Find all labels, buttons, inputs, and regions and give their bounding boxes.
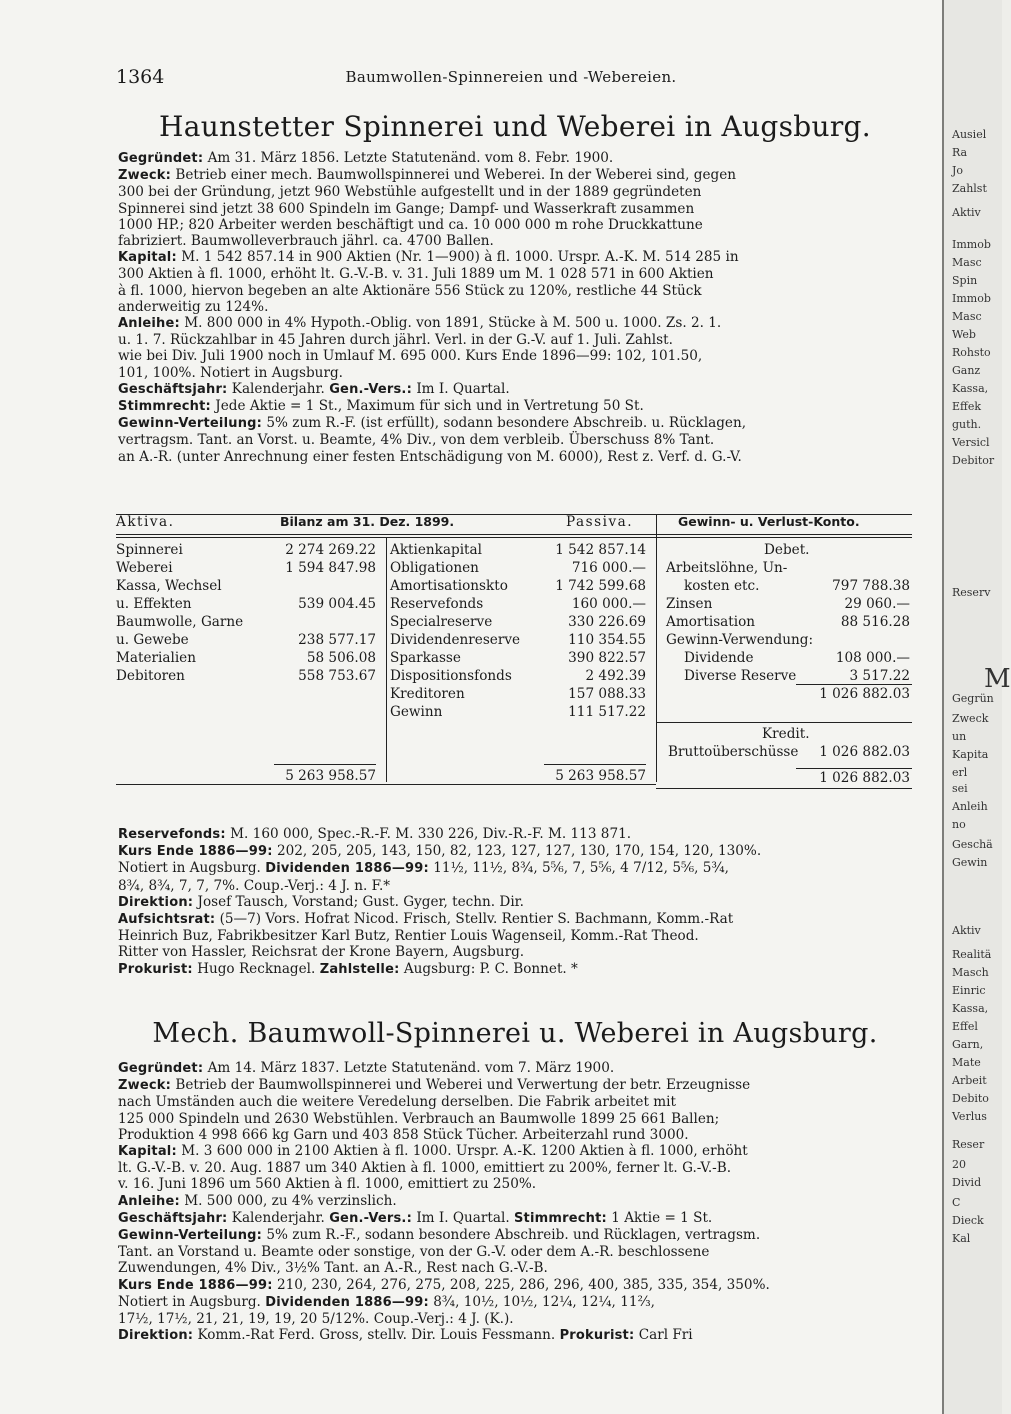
text-line: [118, 398, 908, 415]
row-value: 539 004.45: [298, 596, 376, 612]
text-line: [118, 843, 908, 860]
field-text: Komm.-Rat Ferd. Gross, stellv. Dir. Louis Fessmann.: [197, 1327, 556, 1344]
text-line: [118, 1311, 908, 1327]
margin-fragment: 20: [952, 1158, 966, 1171]
row-label: Kreditoren: [390, 686, 465, 702]
margin-fragment: Geschä: [952, 838, 993, 851]
debet-total-rule: [796, 684, 912, 685]
row-value: 1 542 857.14: [555, 542, 646, 558]
margin-fragment: Zweck: [952, 712, 989, 725]
text-line: [118, 860, 908, 877]
margin-fragment: Reserv: [952, 586, 991, 599]
field-label: Zweck:: [118, 1078, 172, 1094]
field-text: Notiert in Augsburg.: [118, 1293, 261, 1310]
field-text: M. 3 600 000 in 2100 Aktien à fl. 1000. Urspr. A.-K. 1200 Aktien à fl. 1000, erhöht: [181, 1143, 748, 1160]
row-label: Diverse Reserve: [684, 668, 797, 684]
row-label: Zinsen: [666, 596, 713, 612]
row-label: Bruttoüberschüsse: [668, 744, 799, 760]
row-label: Weberei: [116, 560, 173, 576]
field-text: v. 16. Juni 1896 um 560 Aktien à fl. 1000, emittiert zu 250%.: [118, 1176, 537, 1193]
text-line: [118, 911, 908, 928]
margin-fragment: Ganz: [952, 364, 981, 377]
margin-fragment: Kassa,: [952, 382, 989, 395]
text-line: [118, 944, 908, 960]
margin-fragment: Einric: [952, 984, 986, 997]
field-label: Gegründet:: [118, 1061, 204, 1076]
text-line: [118, 878, 908, 894]
text-line: [118, 299, 908, 315]
text-line: [118, 217, 908, 233]
text-line: [118, 1227, 908, 1244]
row-value: 108 000.—: [835, 650, 910, 666]
field-label: Gegründet:: [118, 151, 204, 166]
field-text: Spinnerei sind jetzt 38 600 Spindeln im Gange; Dampf- und Wasserkraft zusammen: [118, 200, 695, 217]
row-value: 110 354.55: [568, 632, 646, 648]
field-text: M. 160 000, Spec.-R.-F. M. 330 226, Div.-R.-F. M. 113 871.: [230, 826, 632, 842]
field-text: Betrieb der Baumwollspinnerei und Weberei und Verwertung der betr. Erzeugnisse: [175, 1077, 751, 1094]
row-value: 88 516.28: [840, 614, 910, 630]
field-label: Aufsichtsrat:: [118, 912, 216, 928]
field-label: Kurs Ende 1886—99:: [118, 1277, 273, 1293]
margin-fragment: Debitor: [952, 454, 995, 467]
row-value: 157 088.33: [568, 686, 646, 702]
row-label: Gewinn: [390, 704, 443, 720]
row-value: 238 577.17: [298, 632, 376, 648]
field-label: Direktion:: [118, 894, 194, 910]
guv-header: Gewinn- u. Verlust-Konto.: [678, 514, 860, 529]
field-text: nach Umständen auch die weitere Veredelung derselben. Die Fabrik arbeitet mit: [118, 1094, 676, 1111]
field-text: Augsburg: P. C. Bonnet. *: [403, 960, 578, 977]
text-line: [118, 1277, 908, 1294]
company-2-details: [118, 1060, 908, 1344]
row-label: Amortisation: [666, 614, 756, 630]
kredit-header: Kredit.: [762, 726, 810, 742]
row-value: 160 000.—: [571, 596, 646, 612]
field-text: M. 1 542 857.14 in 900 Aktien (Nr. 1—900) à fl. 1000. Urspr. A.-K. M. 514 285 in: [181, 249, 739, 266]
margin-fragment: Reser: [952, 1138, 985, 1151]
text-line: [118, 381, 908, 398]
text-line: [118, 1127, 908, 1143]
debet-total: 1 026 882.03: [819, 686, 910, 702]
field-text: Zuwendungen, 4% Div., 3½% Tant. an A.-R., Rest nach G.-V.-B.: [118, 1260, 548, 1277]
row-label: Materialien: [116, 650, 196, 666]
row-label: Kassa, Wechsel: [116, 578, 222, 594]
field-text: 11½, 11½, 8¾, 5⅚, 7, 5⅚, 4 7/12, 5⅚, 5¾,: [433, 860, 729, 877]
margin-fragment: Verlus: [952, 1110, 987, 1123]
field-text: 300 bei der Gründung, jetzt 960 Webstühle aufgestellt und in der 1889 gegründeten: [118, 184, 702, 201]
margin-fragment: un: [952, 730, 967, 743]
text-line: [118, 1327, 908, 1344]
row-value: 390 822.57: [568, 650, 646, 666]
field-text: wie bei Div. Juli 1900 noch in Umlauf M. 695 000. Kurs Ende 1896—99: 102, 101.50,: [118, 348, 703, 365]
text-line: [118, 1094, 908, 1110]
field-text: Ritter von Hassler, Reichsrat der Krone Bayern, Augsburg.: [118, 944, 525, 961]
field-text: Im I. Quartal.: [416, 1209, 510, 1226]
margin-fragment: Masc: [952, 256, 982, 269]
field-text: Kalenderjahr.: [231, 1209, 325, 1226]
field-text: Am 14. März 1837. Letzte Statutenänd. vom 7. März 1900.: [207, 1060, 615, 1076]
margin-fragment: Rohsto: [952, 346, 991, 359]
margin-fragment: Masc: [952, 310, 982, 323]
margin-fragment: Effek: [952, 400, 982, 413]
field-text: à fl. 1000, hiervon begeben an alte Aktionäre 556 Stück zu 120%, restliche 44 Stück: [118, 282, 702, 299]
row-label: Dividende: [684, 650, 754, 666]
margin-fragment: Aktiv: [952, 924, 981, 937]
field-text: Hugo Recknagel.: [197, 960, 316, 977]
field-label: Stimmrecht:: [513, 1210, 607, 1226]
row-label: Dividendenreserve: [390, 632, 521, 648]
row-label: Spinnerei: [116, 542, 183, 558]
text-line: [118, 1294, 908, 1311]
row-value: 1 594 847.98: [285, 560, 376, 576]
field-text: 17½, 17½, 21, 21, 19, 19, 20 5/12%. Coup.-Verj.: 4 J. (K.).: [118, 1311, 514, 1328]
text-line: [118, 928, 908, 944]
field-text: vertragsm. Tant. an Vorst. u. Beamte, 4% Div., von dem verbleib. Überschuss 8% Tant.: [118, 432, 715, 449]
field-text: Betrieb einer mech. Baumwollspinnerei und Weberei. In der Weberei sind, gegen: [175, 167, 737, 184]
running-header: [116, 66, 906, 90]
field-text: (5—7) Vors. Hofrat Nicod. Frisch, Stellv. Rentier S. Bachmann, Komm.-Rat: [219, 911, 734, 928]
text-line: [118, 1210, 908, 1227]
page-number: 1364: [116, 66, 165, 88]
field-text: 5% zum R.-F. (ist erfüllt), sodann besondere Abschreib. u. Rücklagen,: [266, 415, 747, 432]
field-text: 1000 HP.; 820 Arbeiter werden beschäftigt und ca. 10 000 000 m rohe Druckkattune: [118, 216, 703, 233]
field-text: u. 1. 7. Rückzahlbar in 45 Jahren durch jährl. Verl. in der G.-V. auf 1. Juli. Zahlst.: [118, 332, 673, 349]
text-line: [118, 150, 908, 167]
field-label: Geschäftsjahr:: [118, 1210, 228, 1226]
margin-fragment: Arbeit: [952, 1074, 987, 1087]
field-label: Dividenden 1886—99:: [265, 861, 429, 877]
row-value: 330 226.69: [568, 614, 646, 630]
row-label: Dispositionsfonds: [390, 668, 512, 684]
field-text: Kalenderjahr.: [231, 380, 325, 397]
row-value: 2 274 269.22: [285, 542, 376, 558]
margin-fragment: Web: [952, 328, 976, 341]
field-text: Im I. Quartal.: [416, 380, 510, 397]
row-label: Specialreserve: [390, 614, 493, 630]
field-label: Dividenden 1886—99:: [265, 1294, 429, 1310]
field-text: an A.-R. (unter Anrechnung einer festen Entschädigung von M. 6000), Rest z. Verf. d. G.-V.: [118, 448, 742, 465]
margin-fragment: Anleih: [952, 800, 988, 813]
row-label: Gewinn-Verwendung:: [666, 632, 814, 648]
field-text: 8¾, 8¾, 7, 7, 7%. Coup.-Verj.: 4 J. n. F.*: [118, 877, 391, 894]
row-label: kosten etc.: [684, 578, 760, 594]
field-label: Prokurist:: [559, 1328, 635, 1344]
row-label: Baumwolle, Garne: [116, 614, 244, 630]
row-label: u. Gewebe: [116, 632, 189, 648]
row-value: 2 492.39: [585, 668, 646, 684]
text-line: [118, 283, 908, 299]
company-1-footer: [118, 826, 908, 978]
text-line: [118, 266, 908, 282]
bilanz-header: Bilanz am 31. Dez. 1899.: [280, 514, 455, 529]
text-line: [118, 826, 908, 843]
margin-fragment: Debito: [952, 1092, 989, 1105]
field-text: 5% zum R.-F., sodann besondere Abschreib. und Rücklagen, vertragsm.: [266, 1227, 761, 1244]
field-label: Zahlstelle:: [319, 961, 400, 977]
row-value: 111 517.22: [568, 704, 646, 720]
field-text: Tant. an Vorstand u. Beamte oder sonstige, von der G.-V. oder dem A.-R. beschlossene: [118, 1244, 710, 1261]
text-line: [118, 415, 908, 432]
field-label: Kapital:: [118, 1144, 177, 1160]
text-line: [118, 1060, 908, 1077]
text-line: [118, 1176, 908, 1192]
field-label: Stimmrecht:: [118, 399, 211, 415]
margin-fragment: Zahlst: [952, 182, 987, 195]
field-label: Reservefonds:: [118, 827, 226, 842]
row-label: Debitoren: [116, 668, 185, 684]
field-label: Kapital:: [118, 250, 177, 266]
margin-fragment: Versicl: [952, 436, 990, 449]
field-text: 101, 100%. Notiert in Augsburg.: [118, 364, 343, 381]
margin-fragment: Divid: [952, 1176, 982, 1189]
field-text: 1 Aktie = 1 St.: [611, 1209, 713, 1226]
margin-fragment: no: [952, 818, 966, 831]
row-value: 716 000.—: [571, 560, 646, 576]
passiva-total: 5 263 958.57: [555, 768, 646, 784]
text-line: [118, 894, 908, 911]
field-text: 202, 205, 205, 143, 150, 82, 123, 127, 127, 130, 170, 154, 120, 130%.: [276, 843, 762, 860]
field-label: Gen.-Vers.:: [329, 381, 412, 397]
margin-fragment: Gewin: [952, 856, 988, 869]
text-line: [118, 961, 908, 978]
field-text: 8¾, 10½, 10½, 12¼, 12¼, 11⅔,: [433, 1293, 655, 1310]
text-line: [118, 233, 908, 249]
margin-fragment: Jo: [952, 164, 964, 177]
text-line: [118, 167, 908, 184]
row-label: Arbeitslöhne, Un-: [666, 560, 788, 576]
margin-fragment: Aktiv: [952, 206, 981, 219]
field-label: Gewinn-Verteilung:: [118, 1228, 263, 1244]
row-label: u. Effekten: [116, 596, 192, 612]
margin-fragment: Spin: [952, 274, 978, 287]
text-line: [118, 201, 908, 217]
row-value: 1 026 882.03: [819, 744, 910, 760]
margin-fragment: Garn,: [952, 1038, 984, 1051]
field-text: Am 31. März 1856. Letzte Statutenänd. vom 8. Febr. 1900.: [207, 150, 614, 166]
margin-fragment: Kassa,: [952, 1002, 989, 1015]
text-line: [118, 332, 908, 348]
field-text: Carl Fri: [638, 1327, 693, 1344]
field-label: Prokurist:: [118, 961, 193, 977]
field-text: M. 800 000 in 4% Hypoth.-Oblig. von 1891, Stücke à M. 500 u. 1000. Zs. 2. 1.: [184, 315, 722, 332]
margin-fragment: M: [984, 664, 1011, 694]
margin-fragment: Immob: [952, 292, 991, 305]
running-title: Baumwollen-Spinnereien und -Webereien.: [345, 68, 677, 86]
margin-fragment: C: [952, 1196, 961, 1209]
field-label: Gewinn-Verteilung:: [118, 416, 263, 432]
row-value: 1 742 599.68: [555, 578, 646, 594]
field-text: M. 500 000, zu 4% verzinslich.: [184, 1192, 397, 1209]
field-text: 125 000 Spindeln und 2630 Webstühlen. Verbrauch an Baumwolle 1899 25 661 Ballen;: [118, 1110, 720, 1127]
text-line: [118, 1143, 908, 1160]
text-line: [118, 449, 908, 465]
text-line: [118, 432, 908, 448]
text-line: [118, 249, 908, 266]
text-line: [118, 184, 908, 200]
margin-fragment: guth.: [952, 418, 982, 431]
adjacent-page-margin: [942, 0, 1011, 1414]
margin-fragment: Mate: [952, 1056, 981, 1069]
row-value: 558 753.67: [298, 668, 376, 684]
field-text: anderweitig zu 124%.: [118, 298, 269, 315]
row-value: 29 060.—: [844, 596, 910, 612]
company-1-details: [118, 150, 908, 465]
field-text: Jede Aktie = 1 St., Maximum für sich und in Vertretung 50 St.: [215, 398, 644, 415]
row-label: Sparkasse: [390, 650, 461, 666]
aktiva-total: 5 263 958.57: [285, 768, 376, 784]
field-text: Heinrich Buz, Fabrikbesitzer Karl Butz, Rentier Louis Wagenseil, Komm.-Rat Theod.: [118, 928, 699, 945]
margin-fragment: Masch: [952, 966, 989, 979]
field-label: Direktion:: [118, 1328, 194, 1344]
margin-fragment: Immob: [952, 238, 991, 251]
field-text: Produktion 4 998 666 kg Garn und 403 858 Stück Tücher. Arbeiterzahl rund 3000.: [118, 1126, 689, 1143]
margin-fragment: Kal: [952, 1232, 971, 1245]
text-line: [118, 1244, 908, 1260]
row-value: 797 788.38: [832, 578, 910, 594]
text-line: [118, 1260, 908, 1276]
text-line: [118, 1111, 908, 1127]
field-label: Anleihe:: [118, 316, 180, 332]
field-text: Notiert in Augsburg.: [118, 860, 261, 877]
margin-fragment: Ra: [952, 146, 968, 159]
field-text: fabriziert. Baumwolleverbrauch jährl. ca. 4700 Ballen.: [118, 233, 494, 250]
field-text: 210, 230, 264, 276, 275, 208, 225, 286, 296, 400, 385, 335, 354, 350%.: [276, 1276, 770, 1293]
field-text: Josef Tausch, Vorstand; Gust. Gyger, techn. Dir.: [197, 893, 525, 910]
margin-fragment: erl: [952, 766, 968, 779]
company-title-haunstetter: Haunstetter Spinnerei und Weberei in Augsburg.: [159, 110, 871, 143]
field-text: lt. G.-V.-B. v. 20. Aug. 1887 um 340 Aktien à fl. 1000, emittiert zu 200%, ferner lt. G.-V.-B.: [118, 1160, 732, 1177]
text-line: [118, 1160, 908, 1176]
row-label: Obligationen: [390, 560, 479, 576]
field-label: Zweck:: [118, 168, 172, 184]
kredit-total: 1 026 882.03: [819, 770, 910, 786]
passiva-header: Passiva.: [566, 514, 634, 530]
row-label: Amortisationskto: [390, 578, 508, 594]
margin-fragment: sei: [952, 782, 968, 795]
row-value: 58 506.08: [306, 650, 376, 666]
margin-fragment: Dieck: [952, 1214, 984, 1227]
balance-sheet-table: [116, 514, 912, 814]
company-title-mech-baumwoll: Mech. Baumwoll-Spinnerei u. Weberei in Augsburg.: [152, 1018, 878, 1049]
debet-header: Debet.: [764, 542, 810, 558]
margin-fragment: Realitä: [952, 948, 992, 961]
margin-fragment: Effel: [952, 1020, 978, 1033]
margin-fragment: Ausiel: [952, 128, 987, 141]
text-line: [118, 1077, 908, 1094]
row-value: 3 517.22: [849, 668, 910, 684]
text-line: [118, 1193, 908, 1210]
row-label: Aktienkapital: [390, 542, 482, 558]
field-label: Gen.-Vers.:: [329, 1210, 412, 1226]
aktiva-header: Aktiva.: [116, 514, 175, 530]
field-label: Geschäftsjahr:: [118, 381, 228, 397]
text-line: [118, 315, 908, 332]
text-line: [118, 365, 908, 381]
margin-fragment: Gegrün: [952, 692, 994, 705]
field-text: 300 Aktien à fl. 1000, erhöht lt. G.-V.-B. v. 31. Juli 1889 um M. 1 028 571 in 600 Aktien: [118, 266, 714, 283]
field-label: Anleihe:: [118, 1193, 180, 1209]
margin-fragment: Kapita: [952, 748, 989, 761]
text-line: [118, 348, 908, 364]
field-label: Kurs Ende 1886—99:: [118, 844, 273, 860]
row-label: Reservefonds: [390, 596, 484, 612]
